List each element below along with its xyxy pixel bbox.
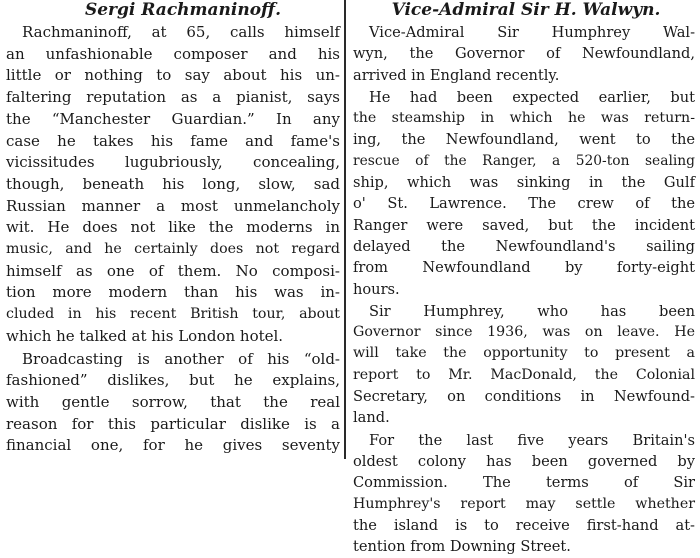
text-line: wit. He does not like the moderns in: [6, 218, 340, 237]
text-line: Humphrey's report may settle whether: [353, 495, 695, 512]
text-line: arrived in England recently.: [353, 66, 560, 84]
text-line: Commission. The terms of Sir: [353, 474, 695, 492]
right-paragraph-3: [353, 301, 695, 429]
text-line: Secretary, on conditions in Newfound-: [353, 388, 695, 406]
text-line: which he talked at his London hotel.: [6, 326, 284, 345]
text-line: music, and he certainly does not regard: [6, 241, 340, 258]
text-line: hours.: [353, 280, 400, 298]
text-line: He had been expected earlier, but: [369, 88, 695, 106]
left-paragraph-1: [6, 22, 340, 348]
text-line: ship, which was sinking in the Gulf: [353, 174, 695, 192]
text-line: reason for this particular dislike is a: [6, 414, 340, 433]
text-line: himself as one of them. No composi-: [6, 261, 340, 280]
left-column: [6, 0, 340, 458]
text-line: o' St. Lawrence. The crew of the: [353, 195, 695, 213]
text-line: Ranger were saved, but the incident: [353, 216, 695, 234]
text-line: little or nothing to say about his un-: [6, 66, 340, 85]
text-line: rescue of the Ranger, a 520-ton sealing: [353, 152, 695, 169]
text-line: from Newfoundland by forty-eight: [353, 259, 695, 277]
right-column-heading: Vice-Admiral Sir H. Walwyn.: [391, 0, 661, 20]
text-line: financial one, for he gives seventy: [6, 436, 340, 455]
text-line: an unfashionable composer and his: [6, 44, 340, 63]
text-line: vicissitudes lugubriously, concealing,: [6, 153, 340, 172]
column-divider: [344, 0, 346, 459]
text-line: For the last five years Britain's: [369, 431, 695, 449]
text-line: Governor since 1936, was on leave. He: [353, 324, 695, 341]
text-line: cluded in his recent British tour, about: [6, 306, 340, 323]
right-paragraph-2: [353, 87, 695, 300]
text-line: ing, the Newfoundland, went to the: [353, 131, 695, 149]
text-line: though, beneath his long, slow, sad: [6, 174, 340, 193]
text-line: tion more modern than his was in-: [6, 283, 340, 302]
text-line: tention from Downing Street.: [353, 538, 571, 556]
text-line: Rachmaninoff, at 65, calls himself: [22, 23, 340, 41]
left-column-heading: Sergi Rachmaninoff.: [84, 0, 282, 20]
left-paragraph-2: [6, 349, 340, 458]
text-line: the “Manchester Guardian.” In any: [6, 109, 340, 128]
right-column: [353, 0, 695, 558]
text-line: fashioned” dislikes, but he explains,: [6, 371, 340, 390]
text-line: report to Mr. MacDonald, the Colonial: [353, 366, 695, 383]
text-line: wyn, the Governor of Newfoundland,: [353, 45, 695, 63]
text-line: the steamship in which he was return-: [353, 110, 695, 127]
text-line: faltering reputation as a pianist, says: [6, 88, 340, 107]
right-paragraph-4: [353, 430, 695, 558]
text-line: land.: [353, 409, 390, 427]
text-line: will take the opportunity to present a: [353, 345, 695, 362]
text-line: Sir Humphrey, who has been: [369, 302, 695, 320]
text-line: case he takes his fame and fame's: [6, 131, 340, 150]
text-line: oldest colony has been governed by: [353, 452, 695, 470]
text-line: with gentle sorrow, that the real: [6, 392, 340, 411]
text-line: Vice-Admiral Sir Humphrey Wal-: [369, 24, 695, 41]
text-line: Broadcasting is another of his “old-: [22, 349, 340, 368]
right-paragraph-1: [353, 22, 695, 86]
text-line: the island is to receive first-hand at-: [353, 516, 695, 534]
text-line: Russian manner a most unmelancholy: [6, 196, 340, 215]
text-line: delayed the Newfoundland's sailing: [353, 237, 695, 255]
